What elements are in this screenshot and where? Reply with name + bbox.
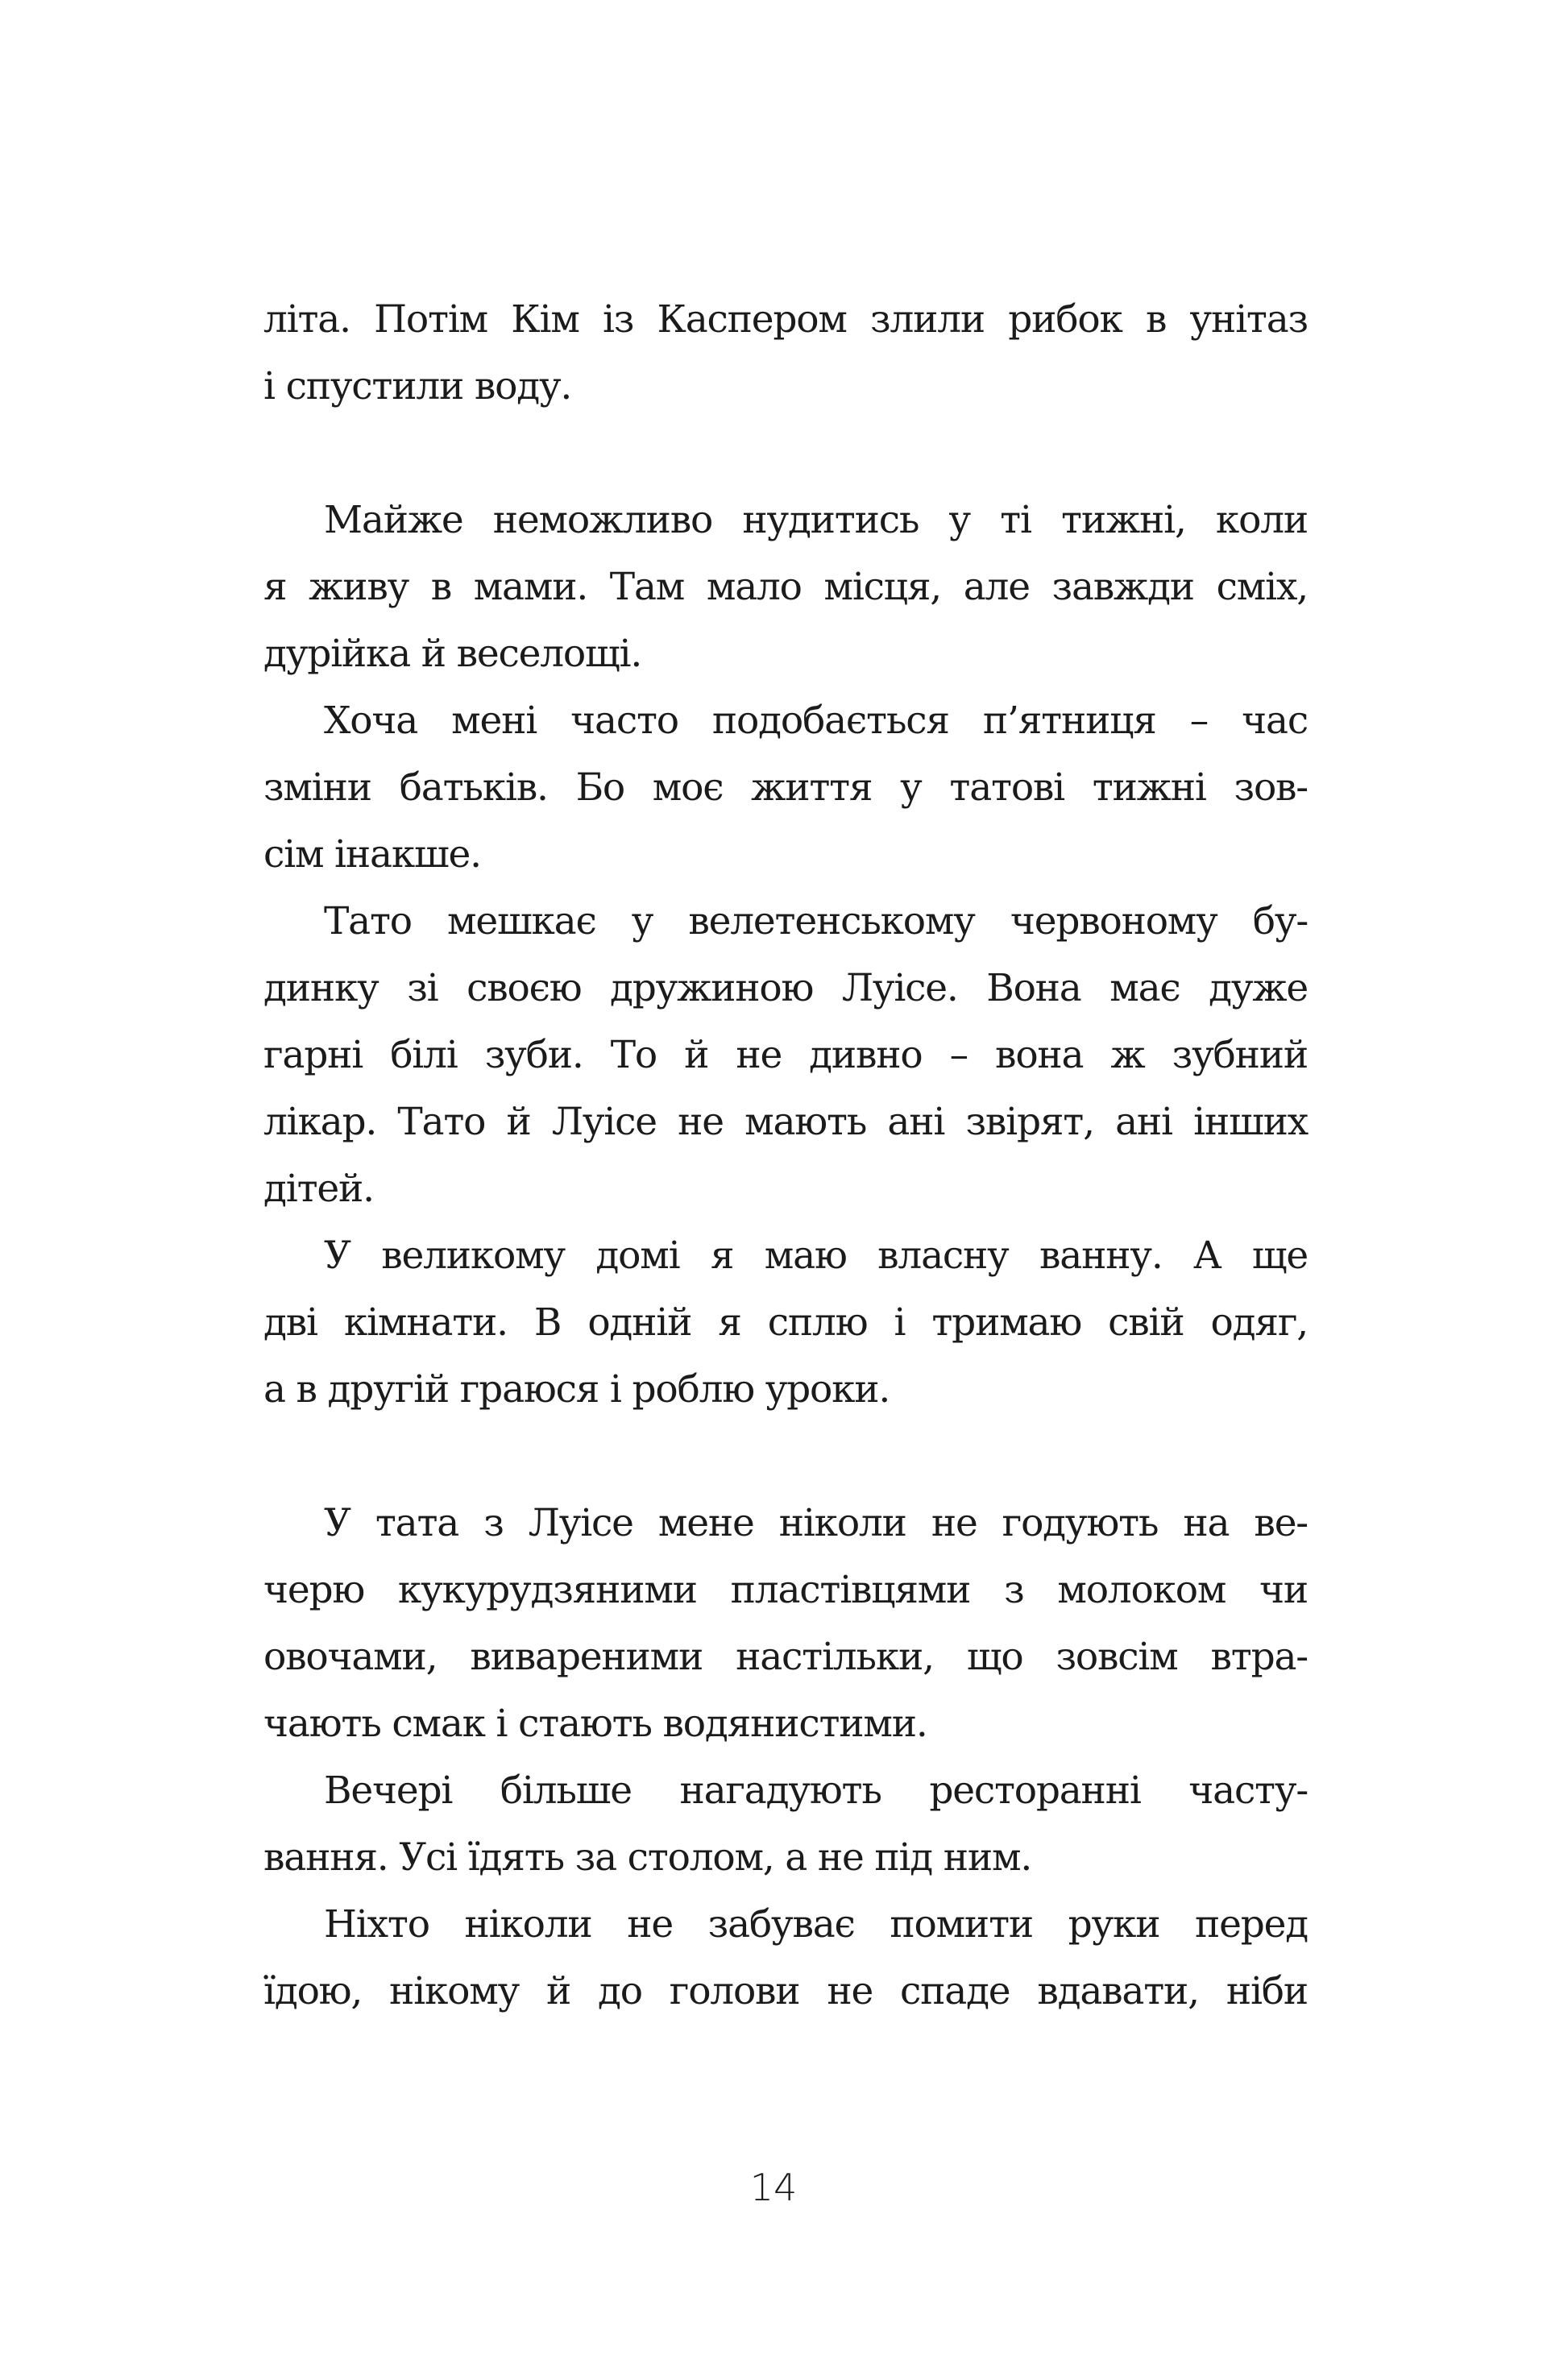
text-line: літа. Потім Кім із Каспером злили рибок в унітаз: [263, 297, 1308, 342]
body-text: [263, 286, 1308, 2025]
text-line: вання. Усі їдять за столом, а не під ним.: [263, 1835, 1032, 1880]
text-line: їдою, нікому й до голови не спаде вдавати, ніби: [263, 1969, 1308, 2013]
paragraph: [263, 1757, 1308, 1891]
paragraph: [263, 687, 1308, 888]
text-line: чають смак і стають водянистими.: [263, 1702, 927, 1746]
text-line: зміни батьків. Бо моє життя у татові тижні зов-: [263, 765, 1308, 810]
paragraph: [263, 487, 1308, 687]
text-line: Вечері більше нагадують ресторанні часту-: [324, 1768, 1308, 1813]
text-line: Ніхто ніколи не забуває помити руки перед: [324, 1902, 1308, 1947]
text-line: У великому домі я маю власну ванну. А ще: [324, 1234, 1308, 1278]
text-line: Хоча мені часто подобається п’ятниця – час: [324, 699, 1308, 743]
text-line: сім інакше.: [263, 832, 481, 877]
text-line: а в другій граюся і роблю уроки.: [263, 1367, 890, 1412]
page-number: 14: [749, 2166, 798, 2209]
text-line: лікар. Тато й Луісе не мають ані звірят, ані інших: [263, 1100, 1308, 1144]
text-line: гарні білі зуби. То й не дивно – вона ж зубний: [263, 1033, 1308, 1077]
text-line: я живу в мами. Там мало місця, але завжди сміх,: [263, 565, 1308, 609]
text-line: овочами, вивареними настільки, що зовсім втра-: [263, 1635, 1308, 1679]
text-line: дві кімнати. В одній я сплю і тримаю свій одяг,: [263, 1300, 1308, 1345]
paragraph-gap: [263, 420, 1308, 487]
paragraph-gap: [263, 1423, 1308, 1490]
paragraph: [263, 1222, 1308, 1423]
text-line: дурійка й веселощі.: [263, 632, 642, 676]
text-line: динку зі своєю дружиною Луісе. Вона має дуже: [263, 966, 1308, 1010]
text-line: черю кукурудзяними пластівцями з молоком чи: [263, 1568, 1308, 1612]
text-line: У тата з Луісе мене ніколи не годують на ве-: [324, 1501, 1308, 1545]
text-line: дітей.: [263, 1167, 374, 1211]
text-line: Майже неможливо нудитись у ті тижні, коли: [324, 498, 1308, 542]
paragraph: [263, 1490, 1308, 1757]
paragraph: [263, 888, 1308, 1222]
text-line: Тато мешкає у велетенському червоному бу-: [324, 899, 1308, 943]
paragraph: [263, 286, 1308, 420]
paragraph: [263, 1891, 1308, 2025]
text-line: і спустили воду.: [263, 364, 572, 408]
